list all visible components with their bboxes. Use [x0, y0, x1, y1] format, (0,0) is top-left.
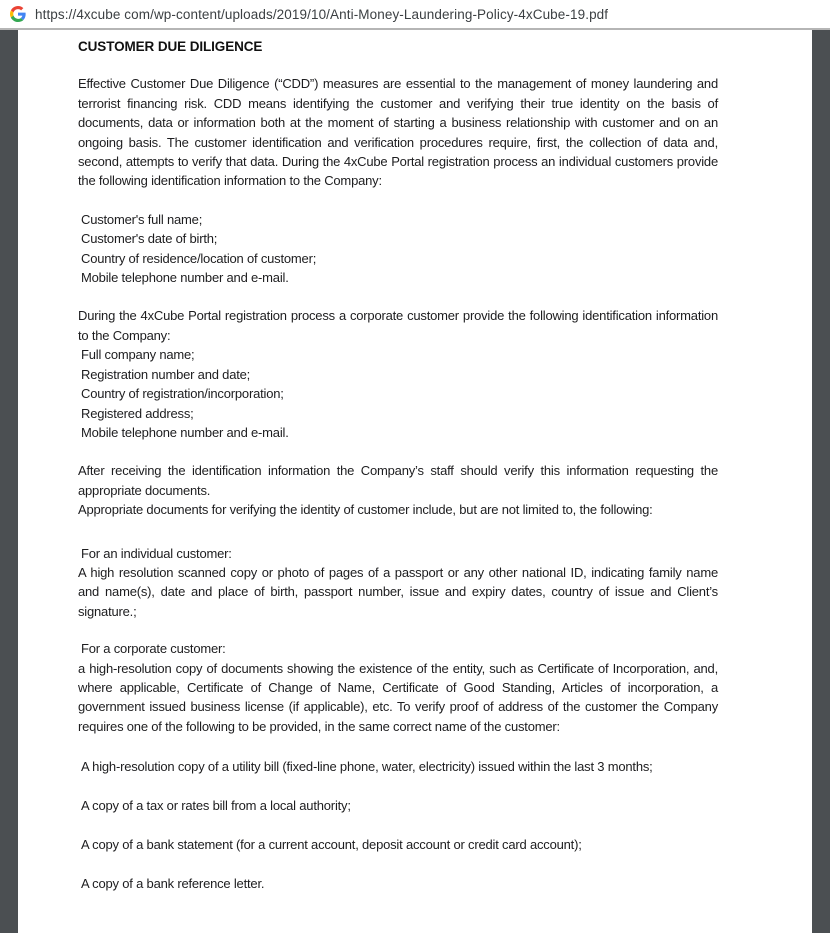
corporate-docs-text: a high-resolution copy of documents showing the existence of the entity, such as Certificate of Incorporation, and, where applicable, Certificate of Change of Name, Certificate of Good Standing, Articles of incorporation, a government issued business license (if applicable), etc. To verify proof of address of the customer the Company requires one of the following to be provided, in the same correct name of the customer: [78, 660, 718, 734]
pdf-viewer-background [0, 30, 830, 914]
individual-docs-block [78, 544, 718, 622]
google-favicon-icon [10, 6, 26, 22]
list-item: Customer's full name; [81, 211, 203, 227]
verification-line: After receiving the identification information the Company’s staff should verify this information requesting the appropriate documents. [78, 463, 718, 498]
corporate-docs-block [78, 639, 718, 736]
individual-id-list [78, 210, 718, 288]
address-url[interactable]: https://4xcube com/wp-content/uploads/2019/10/Anti-Money-Laundering-Policy-4xCube-19.pdf [35, 6, 609, 22]
corporate-intro-paragraph: During the 4xCube Portal registration process a corporate customer provide the following identification information to the Company: [78, 308, 718, 343]
address-proof-item: A copy of a bank statement (for a current account, deposit account or credit card account); [81, 837, 582, 852]
browser-address-bar[interactable] [0, 0, 830, 30]
address-proof-item: A copy of a tax or rates bill from a local authority; [81, 798, 351, 814]
list-item: Mobile telephone number and e-mail. [81, 270, 289, 286]
address-proof-item: A high-resolution copy of a utility bill (fixed-line phone, water, electricity) issued within the last 3 months; [81, 759, 653, 775]
list-item: Registered address; [81, 405, 194, 421]
list-item: Customer's date of birth; [81, 231, 218, 247]
list-item: Mobile telephone number and e-mail. [81, 424, 289, 440]
address-proof-item: A copy of a bank reference letter. [81, 875, 265, 891]
list-item: Country of registration/incorporation; [81, 386, 284, 402]
pdf-page [18, 30, 812, 933]
list-item: Full company name; [81, 347, 195, 363]
intro-paragraph: Effective Customer Due Diligence (“CDD”) measures are essential to the management of money laundering and terrorist financing risk. CDD means identifying the customer and verifying their true identity on the basis of documents, data or information both at the moment of starting a business relationship with customer and on an ongoing basis. The customer identification and verification procedures require, first, the collection of data and, second, attempts to verify that data. During the 4xCube Portal registration process an individual customers provide the following identification information to the Company: [78, 76, 718, 189]
list-item: Country of residence/location of customer; [81, 250, 317, 266]
individual-docs-text: A high resolution scanned copy or photo of pages of a passport or any other national ID, indicating family name and name(s), date and place of birth, passport number, issue and expiry dates, country of issue and Client’s signature.; [78, 564, 718, 619]
doc-heading: CUSTOMER DUE DILIGENCE [78, 39, 263, 54]
corporate-id-list [78, 345, 718, 442]
individual-customer-label: For an individual customer: [81, 545, 232, 561]
address-proof-list [78, 757, 718, 893]
list-item: Registration number and date; [81, 366, 251, 382]
verification-line: Appropriate documents for verifying the identity of customer include, but are not limited to, the following: [78, 502, 653, 518]
corporate-customer-label: For a corporate customer: [81, 641, 226, 657]
verification-paragraph [78, 461, 718, 519]
